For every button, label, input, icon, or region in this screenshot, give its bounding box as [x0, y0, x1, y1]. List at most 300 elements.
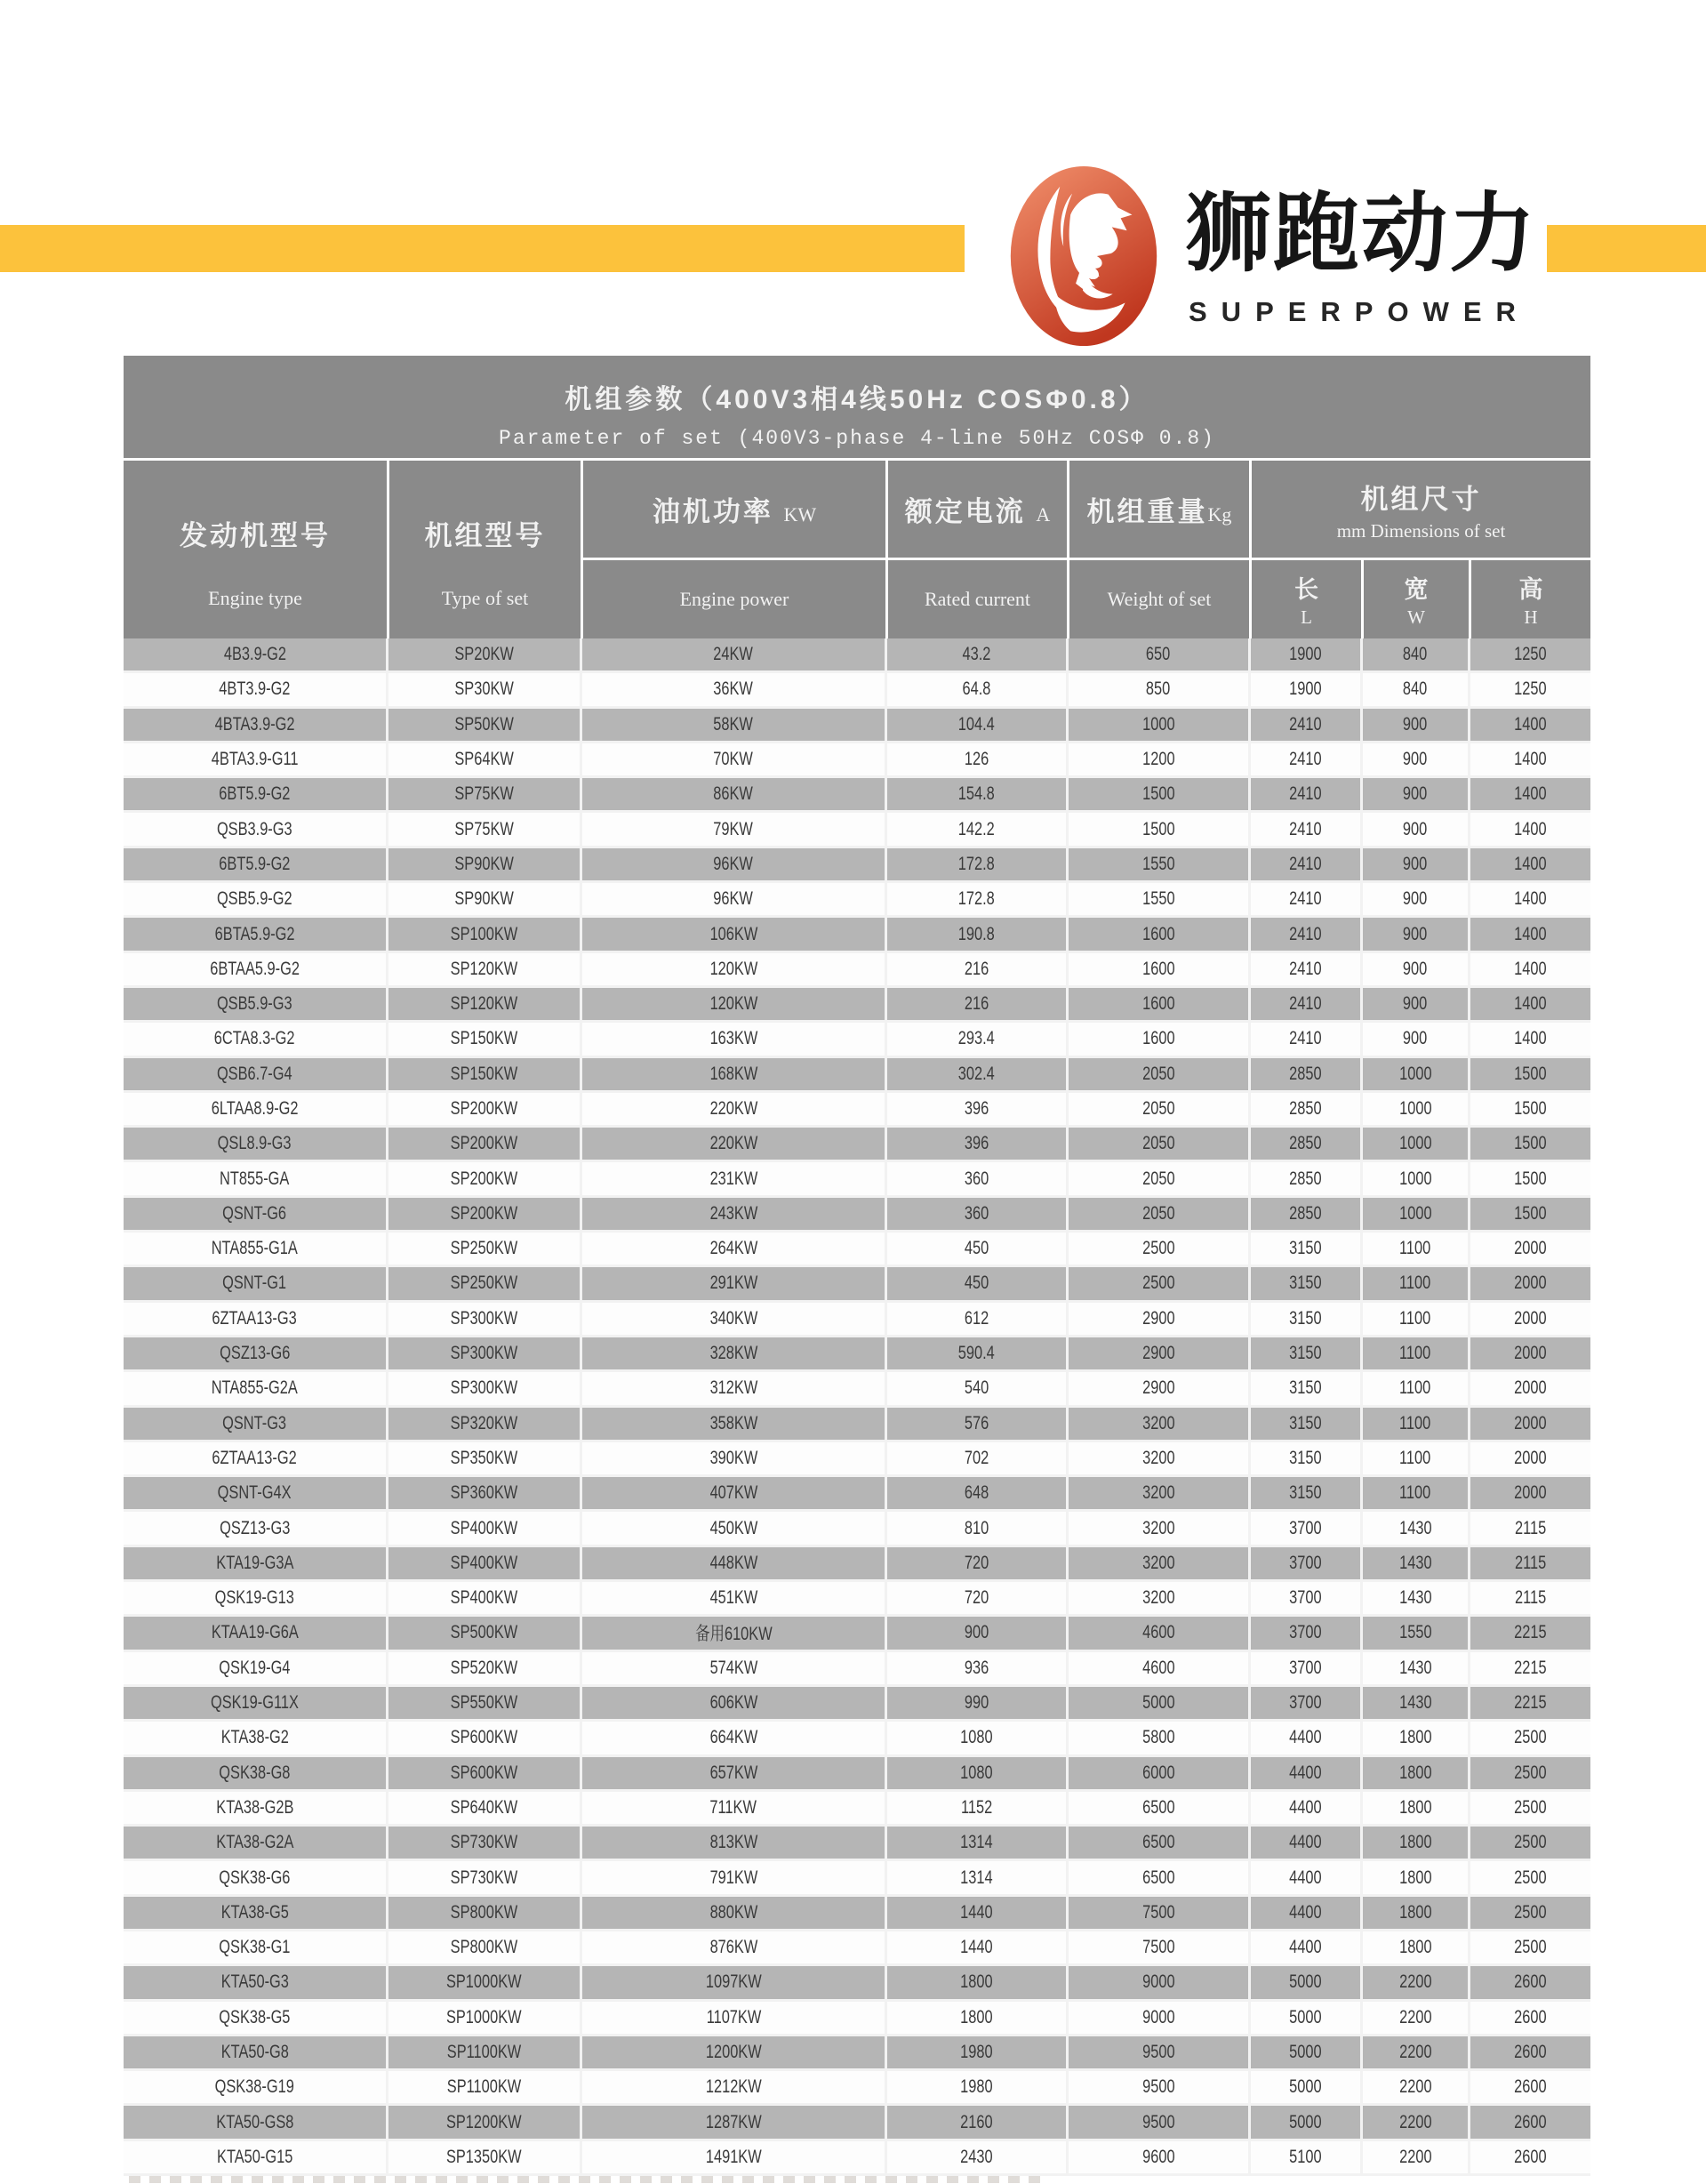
cell-engine-type: 6ZTAA13-G3	[124, 1303, 388, 1337]
cell-weight: 2050	[1069, 1128, 1251, 1162]
cell-engine-power: 1212KW	[582, 2071, 887, 2106]
cell-dim-l: 3150	[1251, 1372, 1363, 1407]
brand-name-zh: 狮跑动力	[1185, 185, 1537, 282]
cell-set-type: SP1000KW	[388, 1966, 582, 2001]
cell-rated-current: 360	[887, 1162, 1069, 1197]
cell-rated-current: 126	[887, 743, 1069, 778]
table-row	[124, 1617, 1590, 1651]
cell-weight: 1500	[1069, 813, 1251, 847]
cell-weight: 3200	[1069, 1547, 1251, 1582]
cell-dim-w: 2200	[1363, 2002, 1470, 2036]
cell-engine-type: 6BTA5.9-G2	[124, 918, 388, 952]
cell-engine-power: 340KW	[582, 1303, 887, 1337]
cell-dim-w: 1550	[1363, 1617, 1470, 1651]
table-row	[124, 1303, 1590, 1337]
cell-set-type: SP730KW	[388, 1861, 582, 1896]
cell-weight: 2050	[1069, 1058, 1251, 1093]
cell-dim-l: 3700	[1251, 1547, 1363, 1582]
cell-engine-type: KTA50-G3	[124, 1966, 388, 2001]
cell-set-type: SP350KW	[388, 1442, 582, 1477]
cell-engine-type: NT855-GA	[124, 1162, 388, 1197]
table-row	[124, 988, 1590, 1023]
table-row	[124, 1442, 1590, 1477]
sub-label-zh: 高	[1518, 576, 1543, 603]
cell-engine-power: 880KW	[582, 1897, 887, 1931]
cell-dim-h: 1400	[1470, 988, 1590, 1023]
cell-engine-power: 231KW	[582, 1162, 887, 1197]
cell-dim-h: 2215	[1470, 1687, 1590, 1722]
cell-dim-l: 3700	[1251, 1512, 1363, 1546]
cell-dim-l: 3150	[1251, 1233, 1363, 1267]
cell-set-type: SP75KW	[388, 813, 582, 847]
cell-weight: 9000	[1069, 1966, 1251, 2001]
cell-dim-l: 4400	[1251, 1897, 1363, 1931]
cell-dim-w: 900	[1363, 953, 1470, 988]
cell-dim-h: 1400	[1470, 883, 1590, 918]
cell-set-type: SP550KW	[388, 1687, 582, 1722]
cell-set-type: SP400KW	[388, 1547, 582, 1582]
cell-dim-l: 2410	[1251, 743, 1363, 778]
cell-dim-l: 2410	[1251, 778, 1363, 813]
col-header-rated-current-zh	[888, 461, 1067, 558]
col-header-dim-h	[1471, 560, 1590, 638]
cell-dim-l: 3700	[1251, 1652, 1363, 1687]
cell-weight: 6500	[1069, 1792, 1251, 1827]
cell-dim-w: 1000	[1363, 1198, 1470, 1233]
cell-weight: 1500	[1069, 778, 1251, 813]
cell-weight: 2050	[1069, 1198, 1251, 1233]
col-label-en: Engine type	[208, 586, 302, 609]
cell-weight: 4600	[1069, 1652, 1251, 1687]
cell-dim-h: 2600	[1470, 2002, 1590, 2036]
cell-set-type: SP150KW	[388, 1023, 582, 1057]
cell-weight: 3200	[1069, 1477, 1251, 1512]
cell-engine-type: QSNT-G3	[124, 1408, 388, 1442]
cell-dim-w: 1430	[1363, 1547, 1470, 1582]
cell-dim-l: 3150	[1251, 1267, 1363, 1302]
table-row	[124, 743, 1590, 778]
cell-dim-l: 2850	[1251, 1162, 1363, 1197]
col-header-dim-w	[1364, 560, 1469, 638]
cell-engine-type: 6BT5.9-G2	[124, 848, 388, 883]
cell-rated-current: 450	[887, 1233, 1069, 1267]
cell-rated-current: 590.4	[887, 1337, 1069, 1372]
cell-dim-h: 2000	[1470, 1477, 1590, 1512]
table-row	[124, 1861, 1590, 1896]
cell-rated-current: 293.4	[887, 1023, 1069, 1057]
col-label-zh: 机组重量Kg	[1086, 496, 1232, 527]
cell-rated-current: 64.8	[887, 673, 1069, 708]
table-row	[124, 848, 1590, 883]
cell-rated-current: 142.2	[887, 813, 1069, 847]
table-title-zh: 机组参数（400V3相4线50Hz COSΦ0.8）	[565, 385, 1149, 414]
sub-label-zh: 宽	[1404, 576, 1429, 603]
cell-set-type: SP1350KW	[388, 2141, 582, 2176]
table-row	[124, 883, 1590, 918]
table-title-en: Parameter of set (400V3-phase 4-line 50Hz COSΦ 0.8)	[499, 427, 1215, 450]
cell-set-type: SP300KW	[388, 1372, 582, 1407]
cell-rated-current: 1314	[887, 1827, 1069, 1861]
cell-engine-power: 86KW	[582, 778, 887, 813]
col-label-en: Weight of set	[1107, 588, 1212, 610]
col-label-en: Type of set	[441, 586, 529, 609]
col-label-en: Rated current	[924, 588, 1031, 610]
cell-dim-h: 2500	[1470, 1827, 1590, 1861]
cell-set-type: SP150KW	[388, 1058, 582, 1093]
col-label-zh: 额定电流 A	[904, 496, 1051, 527]
cell-rated-current: 1800	[887, 1966, 1069, 2001]
cell-engine-type: KTA50-G8	[124, 2036, 388, 2071]
cell-set-type: SP300KW	[388, 1337, 582, 1372]
table-row	[124, 1827, 1590, 1861]
cell-dim-h: 2500	[1470, 1931, 1590, 1966]
col-label-zh: 机组尺寸	[1360, 483, 1482, 515]
col-header-dim-l	[1252, 560, 1361, 638]
cell-engine-type: QSZ13-G3	[124, 1512, 388, 1546]
cell-dim-l: 1900	[1251, 673, 1363, 708]
cell-rated-current: 720	[887, 1582, 1069, 1617]
cell-rated-current: 172.8	[887, 883, 1069, 918]
unit-label: KW	[783, 503, 817, 526]
cell-engine-type: 6CTA8.3-G2	[124, 1023, 388, 1057]
cell-dim-w: 900	[1363, 988, 1470, 1023]
cell-weight: 7500	[1069, 1931, 1251, 1966]
cell-dim-h: 2215	[1470, 1652, 1590, 1687]
cell-dim-w: 1430	[1363, 1582, 1470, 1617]
cell-engine-power: 876KW	[582, 1931, 887, 1966]
table-row	[124, 1372, 1590, 1407]
cell-weight: 1200	[1069, 743, 1251, 778]
cell-dim-h: 2000	[1470, 1303, 1590, 1337]
cell-dim-l: 4400	[1251, 1861, 1363, 1896]
cell-set-type: SP520KW	[388, 1652, 582, 1687]
col-header-engine-power-zh	[583, 461, 885, 558]
cell-dim-l: 2850	[1251, 1128, 1363, 1162]
cell-engine-type: 6ZTAA13-G2	[124, 1442, 388, 1477]
cell-dim-h: 1400	[1470, 709, 1590, 743]
cell-set-type: SP200KW	[388, 1093, 582, 1128]
cell-dim-h: 2115	[1470, 1512, 1590, 1546]
cell-set-type: SP120KW	[388, 988, 582, 1023]
cell-dim-w: 1000	[1363, 1128, 1470, 1162]
col-header-engine-power-en	[583, 560, 885, 638]
table-row	[124, 813, 1590, 847]
cell-dim-w: 1100	[1363, 1337, 1470, 1372]
cell-engine-power: 备用610KW	[582, 1617, 887, 1651]
cell-engine-type: KTA38-G2A	[124, 1827, 388, 1861]
cell-engine-power: 451KW	[582, 1582, 887, 1617]
cell-set-type: SP250KW	[388, 1267, 582, 1302]
cell-set-type: SP600KW	[388, 1757, 582, 1792]
cell-engine-power: 264KW	[582, 1233, 887, 1267]
table-row	[124, 1687, 1590, 1722]
table-row	[124, 1408, 1590, 1442]
col-header-weight-zh	[1069, 461, 1249, 558]
cell-engine-type: QSK19-G13	[124, 1582, 388, 1617]
cell-set-type: SP100KW	[388, 918, 582, 952]
lion-logo-icon	[1007, 164, 1160, 349]
cell-dim-h: 1250	[1470, 673, 1590, 708]
cell-set-type: SP20KW	[388, 638, 582, 673]
cell-rated-current: 396	[887, 1093, 1069, 1128]
cell-dim-l: 5100	[1251, 2141, 1363, 2176]
cell-engine-type: 4B3.9-G2	[124, 638, 388, 673]
cell-dim-w: 900	[1363, 1023, 1470, 1057]
cell-weight: 9000	[1069, 2002, 1251, 2036]
cell-engine-power: 1107KW	[582, 2002, 887, 2036]
cell-set-type: SP1100KW	[388, 2071, 582, 2106]
table-row	[124, 1023, 1590, 1057]
cell-engine-type: QSNT-G4X	[124, 1477, 388, 1512]
cell-engine-power: 1097KW	[582, 1966, 887, 2001]
col-label-en: Engine power	[679, 588, 789, 610]
cell-dim-w: 900	[1363, 709, 1470, 743]
cell-engine-type: QSK19-G4	[124, 1652, 388, 1687]
brand-name-en: SUPERPOWER	[1189, 296, 1530, 327]
cell-engine-type: KTA50-G15	[124, 2141, 388, 2176]
cell-rated-current: 936	[887, 1652, 1069, 1687]
cell-engine-type: 4BTA3.9-G2	[124, 709, 388, 743]
cell-dim-h: 1400	[1470, 813, 1590, 847]
cell-rated-current: 190.8	[887, 918, 1069, 952]
table-row	[124, 1966, 1590, 2001]
cell-weight: 2900	[1069, 1303, 1251, 1337]
cell-set-type: SP1100KW	[388, 2036, 582, 2071]
cell-dim-w: 2200	[1363, 2141, 1470, 2176]
cell-engine-power: 79KW	[582, 813, 887, 847]
cell-engine-type: 6BT5.9-G2	[124, 778, 388, 813]
cell-rated-current: 154.8	[887, 778, 1069, 813]
cell-engine-power: 96KW	[582, 848, 887, 883]
cell-engine-power: 606KW	[582, 1687, 887, 1722]
cell-rated-current: 216	[887, 953, 1069, 988]
cell-set-type: SP30KW	[388, 673, 582, 708]
cell-dim-w: 1000	[1363, 1162, 1470, 1197]
cell-dim-l: 2410	[1251, 709, 1363, 743]
cell-engine-power: 390KW	[582, 1442, 887, 1477]
cell-weight: 2050	[1069, 1162, 1251, 1197]
cell-engine-type: QSNT-G6	[124, 1198, 388, 1233]
cell-dim-h: 1400	[1470, 918, 1590, 952]
cell-rated-current: 360	[887, 1198, 1069, 1233]
cell-dim-h: 1400	[1470, 1023, 1590, 1057]
cell-weight: 2050	[1069, 1093, 1251, 1128]
table-row	[124, 2106, 1590, 2140]
cell-engine-power: 291KW	[582, 1267, 887, 1302]
cell-dim-w: 2200	[1363, 1966, 1470, 2001]
cell-rated-current: 302.4	[887, 1058, 1069, 1093]
cell-dim-l: 3700	[1251, 1582, 1363, 1617]
cell-engine-power: 1200KW	[582, 2036, 887, 2071]
cell-dim-h: 1500	[1470, 1093, 1590, 1128]
cell-engine-power: 450KW	[582, 1512, 887, 1546]
cell-rated-current: 540	[887, 1372, 1069, 1407]
cell-dim-h: 1500	[1470, 1128, 1590, 1162]
table-row	[124, 1477, 1590, 1512]
cell-set-type: SP200KW	[388, 1198, 582, 1233]
cell-weight: 9500	[1069, 2106, 1251, 2140]
table-row	[124, 1512, 1590, 1546]
table-row	[124, 2141, 1590, 2176]
cell-weight: 5800	[1069, 1722, 1251, 1756]
sub-label-zh: 长	[1294, 576, 1318, 603]
cell-engine-power: 120KW	[582, 988, 887, 1023]
cell-weight: 3200	[1069, 1512, 1251, 1546]
cell-set-type: SP300KW	[388, 1303, 582, 1337]
cell-dim-l: 2410	[1251, 918, 1363, 952]
col-header-engine-type	[124, 461, 387, 638]
cell-dim-l: 5000	[1251, 1966, 1363, 2001]
cell-dim-l: 5000	[1251, 2071, 1363, 2106]
cell-dim-l: 2410	[1251, 988, 1363, 1023]
cell-engine-type: QSK38-G8	[124, 1757, 388, 1792]
cell-engine-type: QSK38-G1	[124, 1931, 388, 1966]
table-row	[124, 1722, 1590, 1756]
cell-dim-h: 1500	[1470, 1198, 1590, 1233]
cell-rated-current: 1080	[887, 1722, 1069, 1756]
cell-engine-power: 328KW	[582, 1337, 887, 1372]
cell-engine-power: 58KW	[582, 709, 887, 743]
cell-dim-w: 2200	[1363, 2106, 1470, 2140]
cell-weight: 1600	[1069, 953, 1251, 988]
cell-engine-power: 163KW	[582, 1023, 887, 1057]
cell-dim-l: 3150	[1251, 1337, 1363, 1372]
cell-weight: 1550	[1069, 848, 1251, 883]
cell-dim-l: 4400	[1251, 1722, 1363, 1756]
cell-dim-l: 5000	[1251, 2106, 1363, 2140]
cell-rated-current: 450	[887, 1267, 1069, 1302]
cell-dim-w: 1100	[1363, 1233, 1470, 1267]
cell-dim-l: 3150	[1251, 1303, 1363, 1337]
cell-dim-w: 900	[1363, 918, 1470, 952]
cell-engine-power: 70KW	[582, 743, 887, 778]
col-header-weight-en	[1069, 560, 1249, 638]
cell-set-type: SP400KW	[388, 1512, 582, 1546]
cell-dim-h: 2000	[1470, 1267, 1590, 1302]
sub-label-en: W	[1407, 606, 1425, 628]
cell-weight: 1550	[1069, 883, 1251, 918]
cell-dim-l: 4400	[1251, 1931, 1363, 1966]
cell-weight: 3200	[1069, 1408, 1251, 1442]
cell-weight: 6500	[1069, 1861, 1251, 1896]
cell-rated-current: 216	[887, 988, 1069, 1023]
cell-engine-type: KTA50-GS8	[124, 2106, 388, 2140]
cell-engine-type: KTA38-G2	[124, 1722, 388, 1756]
cell-set-type: SP360KW	[388, 1477, 582, 1512]
cell-set-type: SP1200KW	[388, 2106, 582, 2140]
cell-engine-type: 4BTA3.9-G11	[124, 743, 388, 778]
cell-dim-l: 2410	[1251, 953, 1363, 988]
cell-dim-l: 4400	[1251, 1792, 1363, 1827]
cell-engine-power: 24KW	[582, 638, 887, 673]
cell-rated-current: 1440	[887, 1931, 1069, 1966]
unit-label: Kg	[1207, 503, 1232, 526]
cell-engine-type: QSK38-G6	[124, 1861, 388, 1896]
cell-weight: 5000	[1069, 1687, 1251, 1722]
parameter-table	[124, 356, 1590, 2184]
table-row	[124, 1792, 1590, 1827]
cell-engine-power: 448KW	[582, 1547, 887, 1582]
cell-dim-w: 1100	[1363, 1408, 1470, 1442]
table-row	[124, 918, 1590, 952]
cell-engine-type: QSNT-G1	[124, 1267, 388, 1302]
cell-rated-current: 702	[887, 1442, 1069, 1477]
cell-dim-h: 1500	[1470, 1162, 1590, 1197]
cell-rated-current: 43.2	[887, 638, 1069, 673]
cell-weight: 1600	[1069, 1023, 1251, 1057]
cell-rated-current: 2430	[887, 2141, 1069, 2176]
table-row	[124, 638, 1590, 673]
cell-dim-h: 1500	[1470, 1058, 1590, 1093]
cell-dim-h: 1400	[1470, 953, 1590, 988]
cell-dim-w: 2200	[1363, 2071, 1470, 2106]
cell-engine-power: 1491KW	[582, 2141, 887, 2176]
cell-dim-h: 2500	[1470, 1722, 1590, 1756]
col-label-zh: 油机功率 KW	[652, 496, 817, 527]
cell-engine-power: 358KW	[582, 1408, 887, 1442]
cell-dim-h: 2000	[1470, 1337, 1590, 1372]
sub-label-en: H	[1524, 606, 1538, 628]
cell-dim-w: 1430	[1363, 1512, 1470, 1546]
cell-engine-type: KTA38-G2B	[124, 1792, 388, 1827]
table-row	[124, 2036, 1590, 2071]
cell-set-type: SP600KW	[388, 1722, 582, 1756]
cell-engine-power: 1287KW	[582, 2106, 887, 2140]
col-header-set-type	[389, 461, 581, 638]
clipped-footnote	[129, 2176, 1049, 2183]
cell-engine-power: 96KW	[582, 883, 887, 918]
cell-dim-h: 1250	[1470, 638, 1590, 673]
cell-weight: 2500	[1069, 1233, 1251, 1267]
cell-rated-current: 1152	[887, 1792, 1069, 1827]
cell-dim-w: 1800	[1363, 1792, 1470, 1827]
cell-engine-type: NTA855-G2A	[124, 1372, 388, 1407]
cell-engine-power: 220KW	[582, 1128, 887, 1162]
cell-dim-l: 5000	[1251, 2002, 1363, 2036]
cell-engine-type: QSK38-G19	[124, 2071, 388, 2106]
cell-dim-w: 1100	[1363, 1442, 1470, 1477]
table-row	[124, 1162, 1590, 1197]
table-row	[124, 1582, 1590, 1617]
cell-engine-type: KTAA19-G6A	[124, 1617, 388, 1651]
cell-dim-h: 2000	[1470, 1233, 1590, 1267]
cell-dim-h: 2500	[1470, 1861, 1590, 1896]
table-row	[124, 1267, 1590, 1302]
logo	[965, 133, 1547, 356]
cell-weight: 1600	[1069, 988, 1251, 1023]
table-row	[124, 2071, 1590, 2106]
cell-rated-current: 990	[887, 1687, 1069, 1722]
cell-set-type: SP800KW	[388, 1897, 582, 1931]
cell-engine-power: 36KW	[582, 673, 887, 708]
cell-dim-h: 1400	[1470, 778, 1590, 813]
cell-dim-w: 1800	[1363, 1827, 1470, 1861]
cell-dim-w: 1000	[1363, 1093, 1470, 1128]
cell-dim-w: 1100	[1363, 1303, 1470, 1337]
cell-dim-l: 2850	[1251, 1093, 1363, 1128]
cell-dim-h: 2000	[1470, 1408, 1590, 1442]
cell-dim-h: 2600	[1470, 2036, 1590, 2071]
cell-weight: 7500	[1069, 1897, 1251, 1931]
cell-dim-w: 900	[1363, 813, 1470, 847]
cell-dim-w: 1800	[1363, 1931, 1470, 1966]
cell-dim-h: 2500	[1470, 1757, 1590, 1792]
cell-dim-h: 2000	[1470, 1372, 1590, 1407]
col-label-zh: 发动机型号	[180, 519, 331, 551]
cell-set-type: SP800KW	[388, 1931, 582, 1966]
cell-dim-h: 2500	[1470, 1897, 1590, 1931]
cell-weight: 3200	[1069, 1582, 1251, 1617]
